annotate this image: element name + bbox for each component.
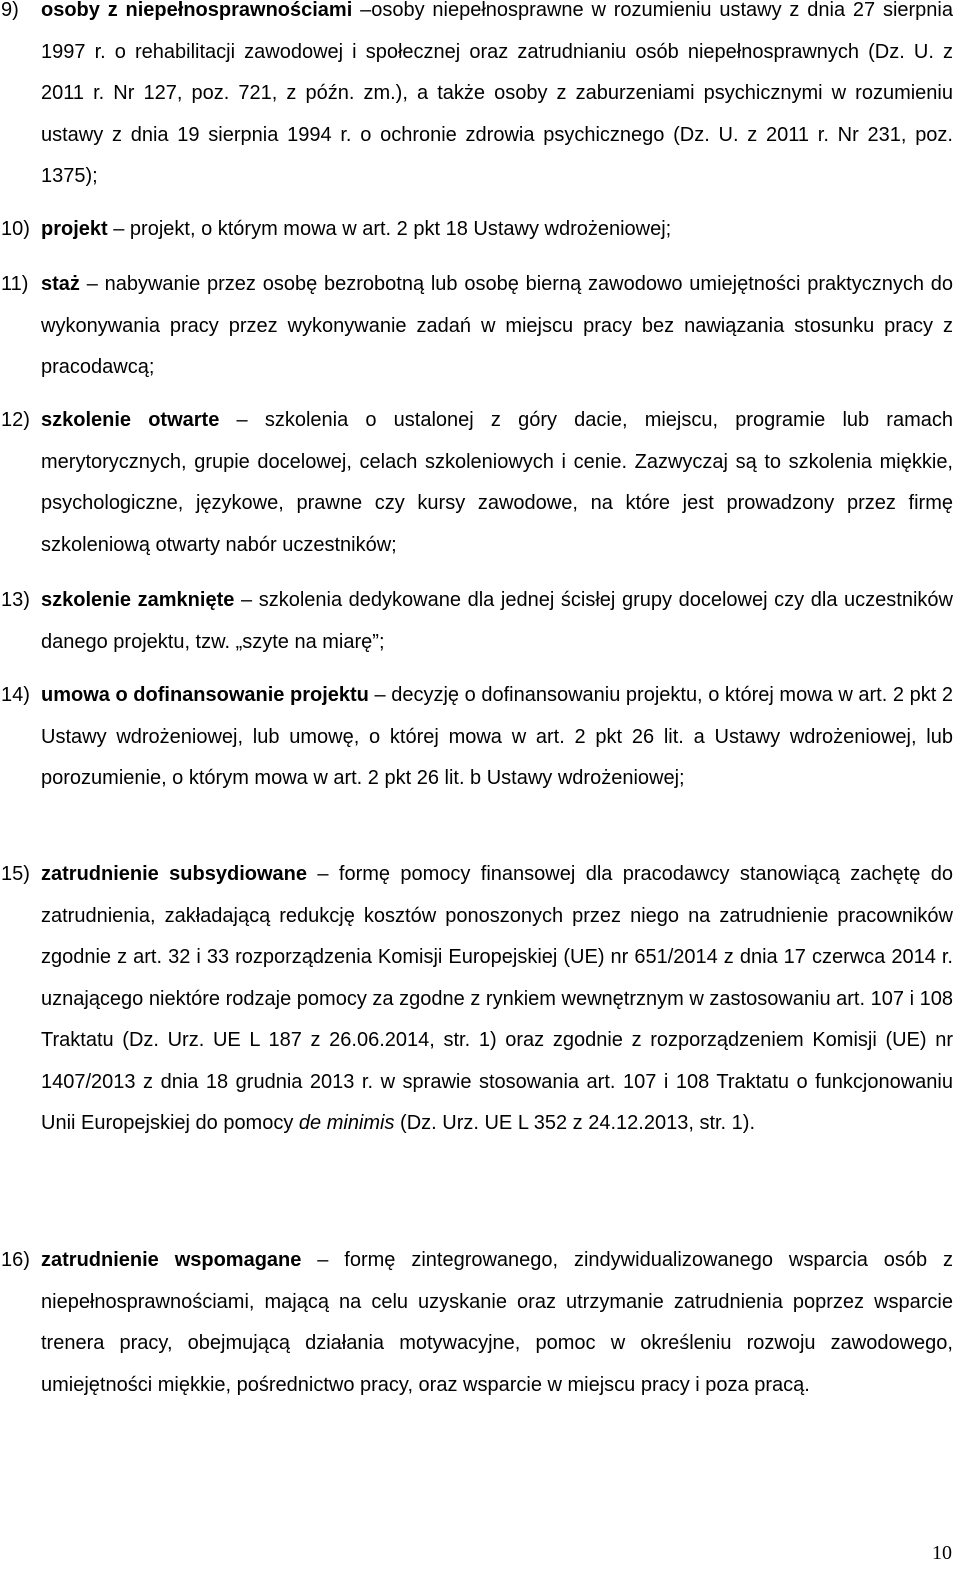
item-number: 11) xyxy=(1,273,29,295)
item-term: szkolenie zamknięte xyxy=(41,589,235,611)
item-number: 12) xyxy=(1,409,30,431)
item-text: – szkolenia o ustalonej z góry dacie, miejscu, programie lub ramach merytorycznych, grupie docelowej, celach szkoleniowych i cenie. Zazwyczaj są to szkolenia miękkie, psychologiczne, językowe, prawne czy kursy zawodowe, na które jest prowadzony przez firmę szkoleniową otwarty nabór uczestników; xyxy=(41,409,953,556)
item-body xyxy=(41,854,953,1145)
item-term: zatrudnienie subsydiowane xyxy=(41,863,307,885)
item-body xyxy=(41,0,953,198)
item-text: –osoby niepełnosprawne w rozumieniu ustawy z dnia 27 sierpnia 1997 r. o rehabilitacji zawodowej i społecznej oraz zatrudnianiu osób niepełnosprawnych (Dz. U. z 2011 r. Nr 127, poz. 721, z późn. zm.), a także osoby z zaburzeniami psychicznymi w rozumieniu ustawy z dnia 19 sierpnia 1994 r. o ochronie zdrowia psychicznego (Dz. U. z 2011 r. Nr 231, poz. 1375); xyxy=(41,0,953,187)
item-text: – nabywanie przez osobę bezrobotną lub osobę bierną zawodowo umiejętności praktycznych do wykonywania pracy przez wykonywanie zadań w miejscu pracy bez nawiązania stosunku pracy z pracodawcą; xyxy=(41,273,953,378)
item-term: szkolenie otwarte xyxy=(41,409,220,431)
item-text: – decyzję o dofinansowaniu projektu, o której mowa w art. 2 pkt 2 Ustawy wdrożeniowej, lub umowę, o której mowa w art. 2 pkt 26 lit. a Ustawy wdrożeniowej, lub porozumienie, o którym mowa w art. 2 pkt 26 lit. b Ustawy wdrożeniowej; xyxy=(41,684,953,789)
definition-item-9 xyxy=(0,0,956,198)
item-number: 9) xyxy=(1,0,19,21)
item-number: 13) xyxy=(1,589,30,611)
item-body xyxy=(41,580,953,663)
item-term: umowa o dofinansowanie projektu xyxy=(41,684,369,706)
item-italic-text: de minimis xyxy=(298,1112,395,1134)
definition-item-10 xyxy=(0,209,956,251)
item-body xyxy=(41,209,953,251)
item-term: staż xyxy=(41,273,80,295)
definition-item-15 xyxy=(0,854,956,1145)
item-text-after: (Dz. Urz. UE L 352 z 24.12.2013, str. 1). xyxy=(394,1112,756,1134)
item-text: – formę pomocy finansowej dla pracodawcy stanowiącą zachętę do zatrudnienia, zakładającą redukcję kosztów ponoszonych przez niego na zatrudnienie pracowników zgodnie z art. 32 i 33 rozporządzenia Komisji Europejskiej (UE) nr 651/2014 z dnia 17 czerwca 2014 r. uznającego niektóre rodzaje pomocy za zgodne z rynkiem wewnętrznym w zastosowaniu art. 107 i 108 Traktatu (Dz. Urz. UE L 187 z 26.06.2014, str. 1) oraz zgodnie z rozporządzeniem Komisji (UE) nr 1407/2013 z dnia 18 grudnia 2013 r. w sprawie stosowania art. 107 i 108 Traktatu o funkcjonowaniu Unii Europejskiej do pomocy xyxy=(41,863,953,1134)
item-number: 16) xyxy=(1,1249,30,1271)
page-number: 10 xyxy=(932,1542,952,1564)
item-term: osoby z niepełnosprawnościami xyxy=(41,0,353,21)
definition-item-14 xyxy=(0,675,956,800)
item-term: zatrudnienie wspomagane xyxy=(41,1249,302,1271)
item-number: 15) xyxy=(1,863,30,885)
definition-item-13 xyxy=(0,580,956,663)
item-body xyxy=(41,264,953,389)
item-number: 14) xyxy=(1,684,30,706)
item-text: – projekt, o którym mowa w art. 2 pkt 18 Ustawy wdrożeniowej; xyxy=(107,218,672,240)
item-body xyxy=(41,675,953,800)
item-text: – formę zintegrowanego, zindywidualizowanego wsparcia osób z niepełnosprawnościami, mającą na celu uzyskanie oraz utrzymanie zatrudnienia poprzez wsparcie trenera pracy, obejmującą działania motywacyjne, pomoc w określeniu rozwoju zawodowego, umiejętności miękkie, pośrednictwo pracy, oraz wsparcie w miejscu pracy i poza pracą. xyxy=(41,1249,953,1396)
definition-item-12 xyxy=(0,400,956,566)
definition-item-16 xyxy=(0,1240,956,1406)
item-body xyxy=(41,400,953,566)
item-number: 10) xyxy=(1,218,30,240)
definition-item-11 xyxy=(0,264,956,389)
item-text: – szkolenia dedykowane dla jednej ścisłej grupy docelowej czy dla uczestników danego projektu, tzw. „szyte na miarę”; xyxy=(41,589,953,653)
item-body xyxy=(41,1240,953,1406)
item-term: projekt xyxy=(41,218,108,240)
